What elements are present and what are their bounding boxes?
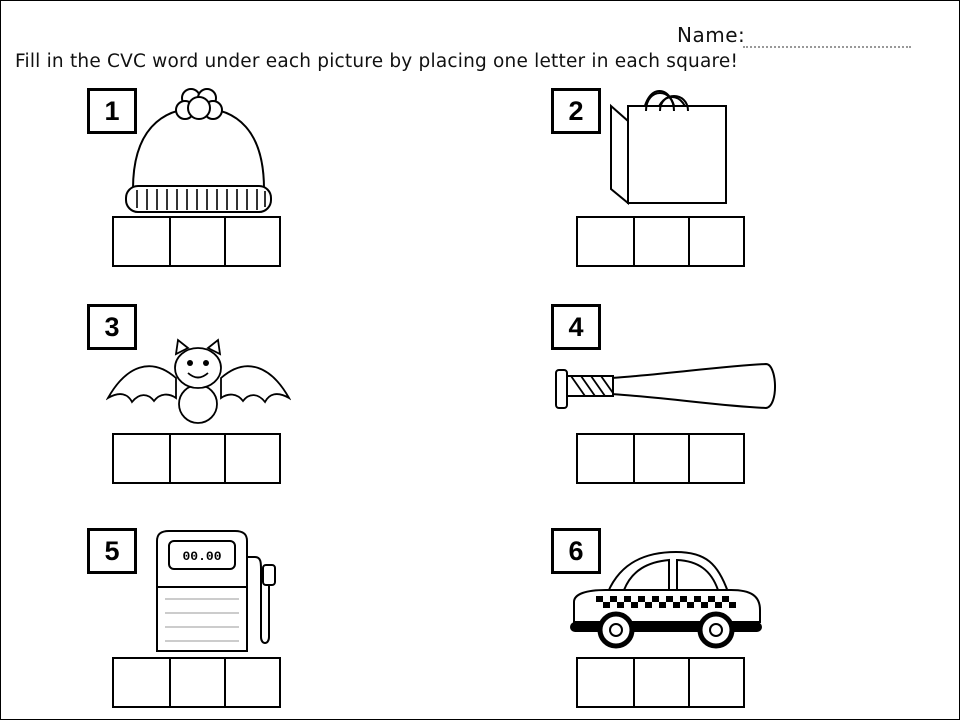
letter-square[interactable] <box>688 218 743 265</box>
letter-square[interactable] <box>169 659 224 706</box>
taxi-car-icon <box>566 544 766 652</box>
letter-square[interactable] <box>169 435 224 482</box>
letter-square[interactable] <box>114 435 169 482</box>
letter-square[interactable] <box>578 218 633 265</box>
letter-square[interactable] <box>169 218 224 265</box>
letter-square[interactable] <box>633 218 688 265</box>
letter-boxes-6 <box>576 657 745 708</box>
name-write-line[interactable] <box>743 46 911 48</box>
letter-square[interactable] <box>578 435 633 482</box>
item-number-5: 5 <box>87 528 137 574</box>
hat-icon <box>121 86 276 216</box>
item-number-1: 1 <box>87 88 137 134</box>
item-number-6: 6 <box>551 528 601 574</box>
letter-boxes-2 <box>576 216 745 267</box>
gas-pump-icon <box>151 529 281 654</box>
item-number-4: 4 <box>551 304 601 350</box>
item-number-3: 3 <box>87 304 137 350</box>
baseball-bat-icon <box>551 356 781 426</box>
letter-boxes-3 <box>112 433 281 484</box>
letter-square[interactable] <box>633 435 688 482</box>
letter-square[interactable] <box>114 659 169 706</box>
instructions-text: Fill in the CVC word under each picture by placing one letter in each square! <box>15 51 739 72</box>
letter-square[interactable] <box>224 218 279 265</box>
letter-square[interactable] <box>578 659 633 706</box>
letter-square[interactable] <box>688 659 743 706</box>
letter-square[interactable] <box>688 435 743 482</box>
letter-square[interactable] <box>224 659 279 706</box>
checker-stripe <box>596 596 736 608</box>
bat-animal-icon <box>106 336 291 431</box>
letter-square[interactable] <box>633 659 688 706</box>
letter-boxes-1 <box>112 216 281 267</box>
letter-boxes-4 <box>576 433 745 484</box>
bag-icon <box>606 81 731 206</box>
name-field <box>677 23 917 49</box>
letter-square[interactable] <box>224 435 279 482</box>
item-number-2: 2 <box>551 88 601 134</box>
letter-boxes-5 <box>112 657 281 708</box>
name-label: Name: <box>677 23 746 47</box>
pump-display-text: 00.00 <box>182 549 222 564</box>
letter-square[interactable] <box>114 218 169 265</box>
